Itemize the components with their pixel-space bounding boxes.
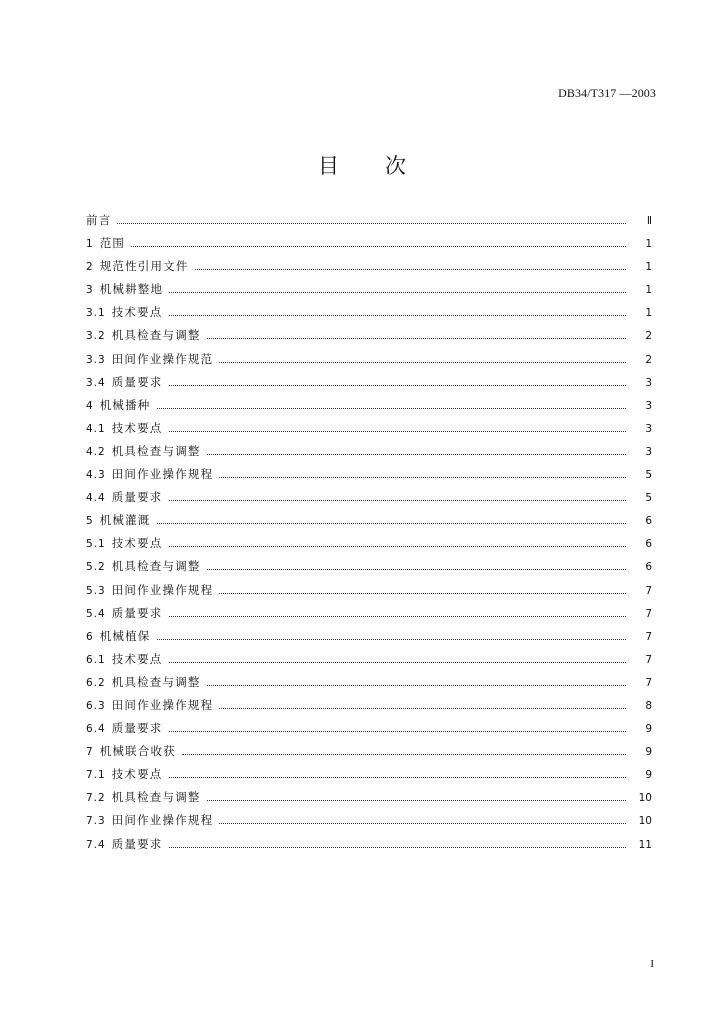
- toc-entry-page: 6: [645, 515, 652, 528]
- toc-entry-label: 技术要点: [111, 767, 163, 782]
- toc-entry[interactable]: [86, 789, 652, 812]
- toc-title-char-2: 次: [385, 154, 406, 178]
- toc-entry-page: 1: [645, 284, 652, 297]
- toc-entry-page: 2: [645, 353, 652, 366]
- toc-entry-page: 8: [645, 699, 652, 712]
- toc-entry-number: 4.2: [86, 445, 106, 458]
- toc-dot-leader: [219, 708, 626, 709]
- toc-entry[interactable]: [86, 558, 652, 581]
- toc-entry-label: 技术要点: [111, 536, 163, 551]
- toc-entry-number: 2: [86, 261, 94, 274]
- toc-entry-label: 机具检查与调整: [111, 790, 201, 805]
- toc-dot-leader: [169, 500, 626, 501]
- toc-entry-number: 3.2: [86, 330, 106, 343]
- toc-dot-leader: [169, 847, 626, 848]
- toc-entry-page: 1: [645, 238, 652, 251]
- toc-entry-page: 7: [645, 653, 652, 666]
- toc-entry[interactable]: [86, 697, 652, 720]
- toc-entry[interactable]: [86, 374, 652, 397]
- toc-entry-label: 机具检查与调整: [111, 674, 201, 689]
- toc-entry[interactable]: [86, 535, 652, 558]
- toc-entry[interactable]: [86, 628, 652, 651]
- toc-dot-leader: [207, 454, 626, 455]
- toc-entry-number: 3.4: [86, 376, 106, 389]
- toc-entry[interactable]: [86, 351, 652, 374]
- toc-entry-label: 技术要点: [111, 420, 163, 435]
- toc-dot-leader: [169, 546, 626, 547]
- toc-title: [0, 150, 724, 180]
- toc-entry-number: 3.3: [86, 353, 106, 366]
- toc-dot-leader: [219, 593, 626, 594]
- toc-entry-number: 4: [86, 399, 94, 412]
- toc-entry-page: 6: [645, 561, 652, 574]
- toc-dot-leader: [219, 477, 626, 478]
- page-number: I: [650, 958, 654, 970]
- toc-entry-label: 机械播种: [99, 397, 151, 412]
- toc-entry-number: 5.1: [86, 538, 106, 551]
- toc-entry-page: 9: [645, 746, 652, 759]
- toc-entry-label: 机械植保: [99, 628, 151, 643]
- toc-dot-leader: [207, 800, 626, 801]
- toc-dot-leader: [131, 246, 626, 247]
- document-code: DB34/T317 —2003: [558, 86, 656, 100]
- toc-entry-page: 6: [645, 538, 652, 551]
- toc-entry-label: 田间作业操作规范: [111, 351, 214, 366]
- toc-entry-number: 7: [86, 746, 94, 759]
- toc-entry-page: 10: [638, 815, 652, 828]
- toc-entry-page: 3: [645, 422, 652, 435]
- toc-entry-page: 5: [645, 492, 652, 505]
- toc-entry-page: 7: [645, 607, 652, 620]
- toc-entry[interactable]: [86, 674, 652, 697]
- toc-entry[interactable]: [86, 258, 652, 281]
- toc-entry-label: 质量要求: [111, 721, 163, 736]
- toc-dot-leader: [169, 777, 626, 778]
- toc-entry-number: 3: [86, 284, 94, 297]
- toc-entry-label: 规范性引用文件: [99, 259, 189, 274]
- toc-dot-leader: [207, 569, 626, 570]
- toc-dot-leader: [169, 431, 626, 432]
- toc-entry[interactable]: [86, 304, 652, 327]
- toc-dot-leader: [195, 269, 626, 270]
- toc-entry-label: 田间作业操作规程: [111, 813, 214, 828]
- toc-entry-label: 机械联合收获: [99, 744, 176, 759]
- toc-entry-page: 3: [645, 376, 652, 389]
- toc-dot-leader: [169, 731, 626, 732]
- toc-entry-label: 质量要求: [111, 605, 163, 620]
- toc-entry[interactable]: [86, 651, 652, 674]
- toc-dot-leader: [169, 385, 626, 386]
- toc-entry-page: 9: [645, 723, 652, 736]
- toc-entry-label: 质量要求: [111, 490, 163, 505]
- toc-entry-label: 田间作业操作规程: [111, 582, 214, 597]
- toc-entry[interactable]: [86, 466, 652, 489]
- toc-entry-page: 2: [645, 330, 652, 343]
- toc-entry-page: 1: [645, 261, 652, 274]
- toc-entry-label: 质量要求: [111, 836, 163, 851]
- toc-entry-page: 7: [645, 676, 652, 689]
- toc-entry-number: 4.1: [86, 422, 106, 435]
- toc-dot-leader: [219, 362, 626, 363]
- toc-entry-label: 机具检查与调整: [111, 328, 201, 343]
- toc-entry[interactable]: [86, 327, 652, 350]
- toc-dot-leader: [169, 292, 626, 293]
- toc-title-char-1: 目: [318, 154, 339, 178]
- toc-entry-number: 7.2: [86, 792, 106, 805]
- toc-entry-number: 1: [86, 238, 94, 251]
- toc-entry-number: 4.3: [86, 469, 106, 482]
- toc-entry-label: 前言: [86, 213, 112, 227]
- toc-entry-page: 1: [645, 307, 652, 320]
- toc-entry[interactable]: [86, 235, 652, 258]
- toc-entry[interactable]: [86, 443, 652, 466]
- toc-entry-label: 技术要点: [111, 651, 163, 666]
- toc-entry-page: 3: [645, 399, 652, 412]
- toc-entry-label: 技术要点: [111, 305, 163, 320]
- toc-entry-number: 6: [86, 630, 94, 643]
- toc-entry-number: 5.2: [86, 561, 106, 574]
- toc-entry[interactable]: [86, 397, 652, 420]
- toc-entry-number: 5.4: [86, 607, 106, 620]
- toc-entry-label: 机械灌溉: [99, 513, 151, 528]
- toc-entry[interactable]: [86, 420, 652, 443]
- toc-entry[interactable]: [86, 812, 652, 835]
- toc-entry-number: 6.2: [86, 676, 106, 689]
- toc-dot-leader: [117, 223, 626, 224]
- toc-entry-page: 7: [645, 584, 652, 597]
- toc-dot-leader: [169, 315, 626, 316]
- toc-entry-number: 7.1: [86, 769, 106, 782]
- toc-entry-label: 机械耕整地: [99, 282, 164, 297]
- toc-entry-number: 4.4: [86, 492, 106, 505]
- toc-entry-label: 田间作业操作规程: [111, 697, 214, 712]
- toc-entry-label: 田间作业操作规程: [111, 467, 214, 482]
- toc-dot-leader: [182, 754, 626, 755]
- toc-entry[interactable]: [86, 582, 652, 605]
- toc-dot-leader: [157, 523, 627, 524]
- toc-entry-page: 7: [645, 630, 652, 643]
- toc-dot-leader: [219, 823, 626, 824]
- toc-entry[interactable]: [86, 281, 652, 304]
- toc-entry[interactable]: [86, 605, 652, 628]
- toc-entry-number: 3.1: [86, 307, 106, 320]
- toc-dot-leader: [157, 408, 627, 409]
- toc-entry-page: 9: [645, 769, 652, 782]
- toc-entry[interactable]: [86, 212, 652, 235]
- toc-entry-number: 6.4: [86, 723, 106, 736]
- toc-entry-page: 5: [645, 469, 652, 482]
- toc-entry[interactable]: [86, 512, 652, 535]
- toc-dot-leader: [169, 616, 626, 617]
- toc-entry-number: 5: [86, 515, 94, 528]
- toc-entry-label: 机具检查与调整: [111, 559, 201, 574]
- toc-list: [86, 212, 652, 859]
- toc-entry-page: 11: [638, 838, 652, 851]
- toc-entry[interactable]: [86, 743, 652, 766]
- toc-dot-leader: [157, 639, 627, 640]
- toc-entry-label: 范围: [99, 236, 126, 251]
- toc-dot-leader: [207, 685, 626, 686]
- toc-entry-label: 质量要求: [111, 374, 163, 389]
- toc-entry-number: 7.3: [86, 815, 106, 828]
- toc-entry[interactable]: [86, 720, 652, 743]
- toc-entry[interactable]: [86, 766, 652, 789]
- toc-entry[interactable]: [86, 836, 652, 859]
- toc-entry-page: 3: [645, 445, 652, 458]
- toc-dot-leader: [169, 662, 626, 663]
- toc-entry-number: 6.3: [86, 699, 106, 712]
- toc-entry-number: 7.4: [86, 838, 106, 851]
- toc-dot-leader: [207, 338, 626, 339]
- toc-entry-label: 机具检查与调整: [111, 443, 201, 458]
- toc-entry-number: 6.1: [86, 653, 106, 666]
- toc-entry-page: 10: [638, 792, 652, 805]
- toc-entry[interactable]: [86, 489, 652, 512]
- toc-entry-number: 5.3: [86, 584, 106, 597]
- toc-entry-page: Ⅱ: [646, 215, 652, 227]
